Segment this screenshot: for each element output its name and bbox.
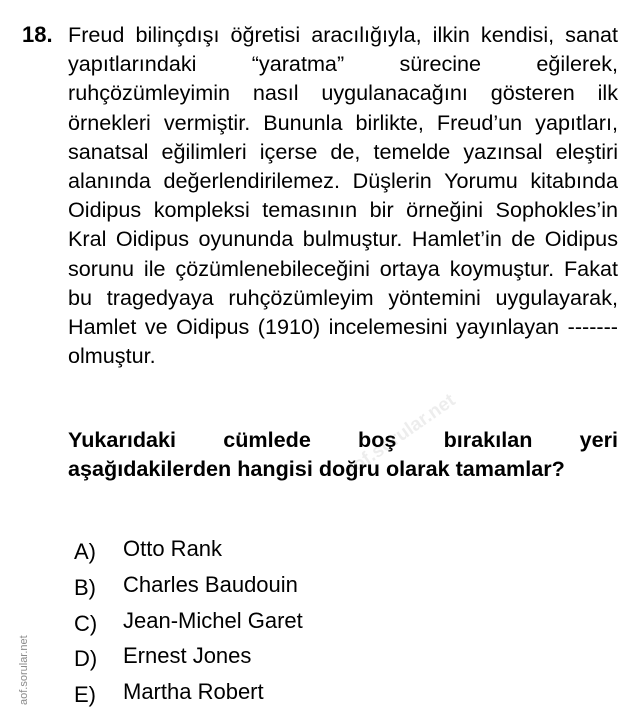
option-text: Martha Robert	[123, 679, 264, 705]
watermark-diagonal: aof.sorular.net	[340, 389, 460, 483]
option-text: Jean-Michel Garet	[123, 607, 303, 633]
option-text: Charles Baudouin	[123, 571, 298, 597]
question-prompt: Yukarıdaki cümlede boş bırakılan yeri aşağıdakilerden hangisi doğru olarak tamamlar?	[68, 427, 618, 482]
watermark-side: aof.sorular.net	[18, 635, 30, 705]
option-letter: B)	[74, 574, 96, 600]
option-letter: E)	[74, 682, 96, 708]
option-letter: D)	[74, 646, 98, 672]
option-text: Ernest Jones	[123, 643, 252, 669]
option-letter: C)	[74, 610, 98, 636]
question-text: Freud bilinçdışı öğretisi aracılığıyla, ilkin kendisi, sanat yapıtlarındaki “yaratma” sürecine eğilerek, ruhçözümleyimin nasıl uygulanacağını gösteren ilk örnekleri vermiştir. Bununla birlikte, Freud’un yapıtları, sanatsal eğilimleri içerse de, temelde yazınsal eleştiri alanında değerlendirilemez. Düşlerin Yorumu kitabında Oidipus kompleksi temasının bir örneğini Sophokles’in Kral Oidipus oyununda bulmuştur. Hamlet’in de Oidipus sorunu ile çözümlenebileceğini ortaya koymuştur. Fakat bu tragedyaya ruhçözümleyim yöntemini uygulayarak, Hamlet ve Oidipus (1910) incelemesini yayınlayan ------- olmuştur.	[68, 22, 618, 369]
question-number: 18.	[22, 22, 53, 47]
option-letter: A)	[74, 539, 96, 564]
option-text: Otto Rank	[123, 536, 223, 561]
